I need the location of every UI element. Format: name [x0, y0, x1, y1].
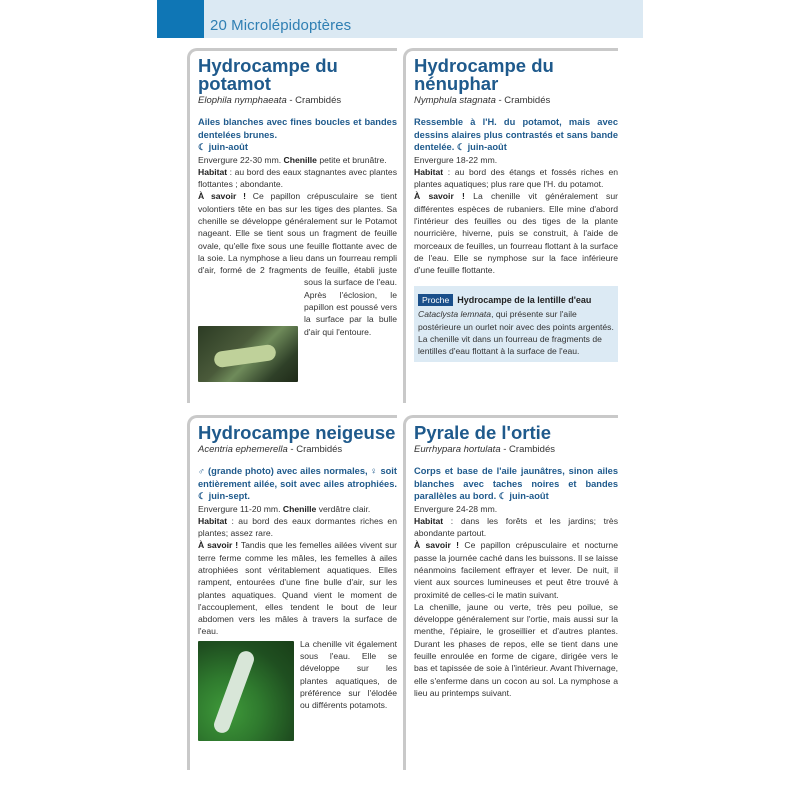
- related-species-box: [414, 286, 618, 361]
- proche-badge: Proche: [418, 294, 453, 306]
- species-card-neigeuse: [187, 415, 397, 770]
- species-body: Envergure 24-28 mm. Habitat : dans les forêts et les jardins; très abondante partout. À savoir ! Ce papillon crépusculaire et nocturne passe la journée caché dans les buissons. Il se laisse néanmoins facilement effrayer et lever. De nuit, il vient aux sources lumineuses et peut être trouvé à proximité de celles-ci le matin suivant. La chenille, jaune ou verte, très peu poilue, se développe généralement sur l'ortie, mais aussi sur la menthe, l'épiaire, le groseillier et d'autres plantes. Durant les phases de repos, elle se tient dans une feuille enroulée en forme de cigare, dirigée vers le bas et tapissée de soie à l'intérieur. Avant l'hivernage, elle s'enferme dans un cocon au sol. La nymphose a lieu au printemps suivant.: [414, 503, 618, 698]
- calendar-icon: ☾: [198, 491, 207, 501]
- male-symbol: ♂: [198, 466, 206, 476]
- related-species-title: Hydrocampe de la lentille d'eau: [457, 295, 592, 306]
- species-latin: Elophila nymphaeata - Crambidés: [198, 95, 342, 106]
- species-lead: Corps et base de l'aile jaunâtres, sinon ailes blanches avec taches noires et bandes parallèles au bord. ☾ juin-août: [414, 466, 618, 501]
- caterpillar-photo: [198, 326, 298, 382]
- species-title: Hydrocampe neigeuse: [198, 422, 396, 443]
- species-card-pyrale: [403, 415, 618, 770]
- species-extra: La chenille vit également sous l'eau. Elle se développe sur les plantes aquatiques, de préférence sur l'élodée ou différents potamots.: [198, 638, 397, 712]
- species-body: Envergure 11-20 mm. Chenille verdâtre clair. Habitat : au bord des eaux dormantes riches en plantes; assez rare. À savoir ! Tandis que les femelles ailées vivent sur terre ferme comme les mâles, les femelles à ailes atrophiées sont véritablement aquatiques. Elles rampent, entourées d'une fine bulle d'air, sur les plantes aquatiques. Quand vient le moment de l'accouplement, elles tendent le bout de leur abdomen vers les mâles à travers la surface de l'eau.: [198, 503, 397, 637]
- species-lead: Ailes blanches avec fines boucles et bandes dentelées brunes. ☾ juin-août: [198, 117, 397, 152]
- species-latin: Eurrhypara hortulata - Crambidés: [414, 444, 555, 455]
- savoir-text: Ce papillon crépusculaire se tient volontiers tête en bas sur les tiges des plantes. Sa chenille se développe généralement sur le Potamot nageant. Elle se tient sous un fragment de feuille ovale, qu'elle fixe sous une feuille flottante avec de la soie. La nymphose a lieu dans un fourreau rempli d'air, formé de 2 fragments de feuille, établi juste sous la surface de l'eau. Après l'éclosion, le papillon est poussé vers la surface par la bulle d'air qui l'entoure.: [198, 191, 397, 337]
- calendar-icon: ☾: [198, 142, 207, 152]
- species-body: Envergure 18-22 mm. Habitat : au bord des étangs et fossés riches en plantes aquatiques; plus rare que l'H. du potamot. À savoir ! La chenille vit généralement sur différentes espèces de rubaniers. Elle mine d'abord l'intérieur des feuilles ou des tiges de la plante nourricière, hiverne, puis se construit, à l'aide de morceaux de feuilles, un fourreau flottant à la surface de l'eau. Elle se nymphose sur la face inférieure d'une feuille flottante.: [414, 154, 618, 276]
- species-lead: Ressemble à l'H. du potamot, mais avec dessins alaires plus contrastés et sans bande dentelée. ☾ juin-août: [414, 117, 618, 152]
- calendar-icon: ☾: [456, 142, 465, 152]
- species-title: Pyrale de l'ortie: [414, 422, 552, 443]
- caterpillar-shape: [212, 649, 256, 735]
- savoir-text-continued: la surface de l'eau. Après l'éclosion, le papillon est poussé vers la surface par la bulle d'air qui l'entoure.: [304, 277, 397, 337]
- species-title: Hydrocampe du potamot: [198, 55, 338, 94]
- section-tab: [157, 0, 204, 38]
- caterpillar-shape: [213, 344, 277, 368]
- calendar-icon: ☾: [498, 491, 507, 501]
- species-card-nenuphar: [403, 48, 618, 403]
- species-card-potamot: [187, 48, 397, 403]
- species-body: Envergure 22-30 mm. Chenille petite et brunâtre. Habitat : au bord des eaux stagnantes avec plantes flottantes ; abondante. À savoir ! Ce papillon crépusculaire se tient volontiers tête en bas sur les tiges des plantes. Sa chenille se développe généralement sur le Potamot nageant. Elle se tient sous un fragment de feuille ovale, qu'elle fixe sous une feuille flottante avec de la soie. La nymphose a lieu dans un fourreau rempli d'air, formé de 2 fragments de feuille, établi juste sous la surface de l'eau. Après l'éclosion, le papillon est poussé vers la surface par la bulle d'air qui l'entoure.: [198, 154, 397, 337]
- caterpillar-photo: [198, 641, 294, 741]
- species-title: Hydrocampe du nénuphar: [414, 55, 554, 94]
- page-title: 20 Microlépidoptères: [210, 17, 352, 34]
- species-latin: Acentria ephemerella - Crambidés: [198, 444, 343, 455]
- species-lead: ♂ (grande photo) avec ailes normales, ♀ soit entièrement ailée, soit avec ailes atrophiées. ☾ juin-sept.: [198, 466, 397, 501]
- related-species-text: Cataclysta lemnata, qui présente sur l'aile postérieure un ourlet noir avec des points argentés. La chenille vit dans un fourreau de fragments de lentilles d'eau flottant à la surface de l'eau.: [418, 309, 614, 357]
- female-symbol: ♀: [370, 466, 378, 476]
- species-latin: Nymphula stagnata - Crambidés: [414, 95, 551, 106]
- page-header: [157, 0, 643, 38]
